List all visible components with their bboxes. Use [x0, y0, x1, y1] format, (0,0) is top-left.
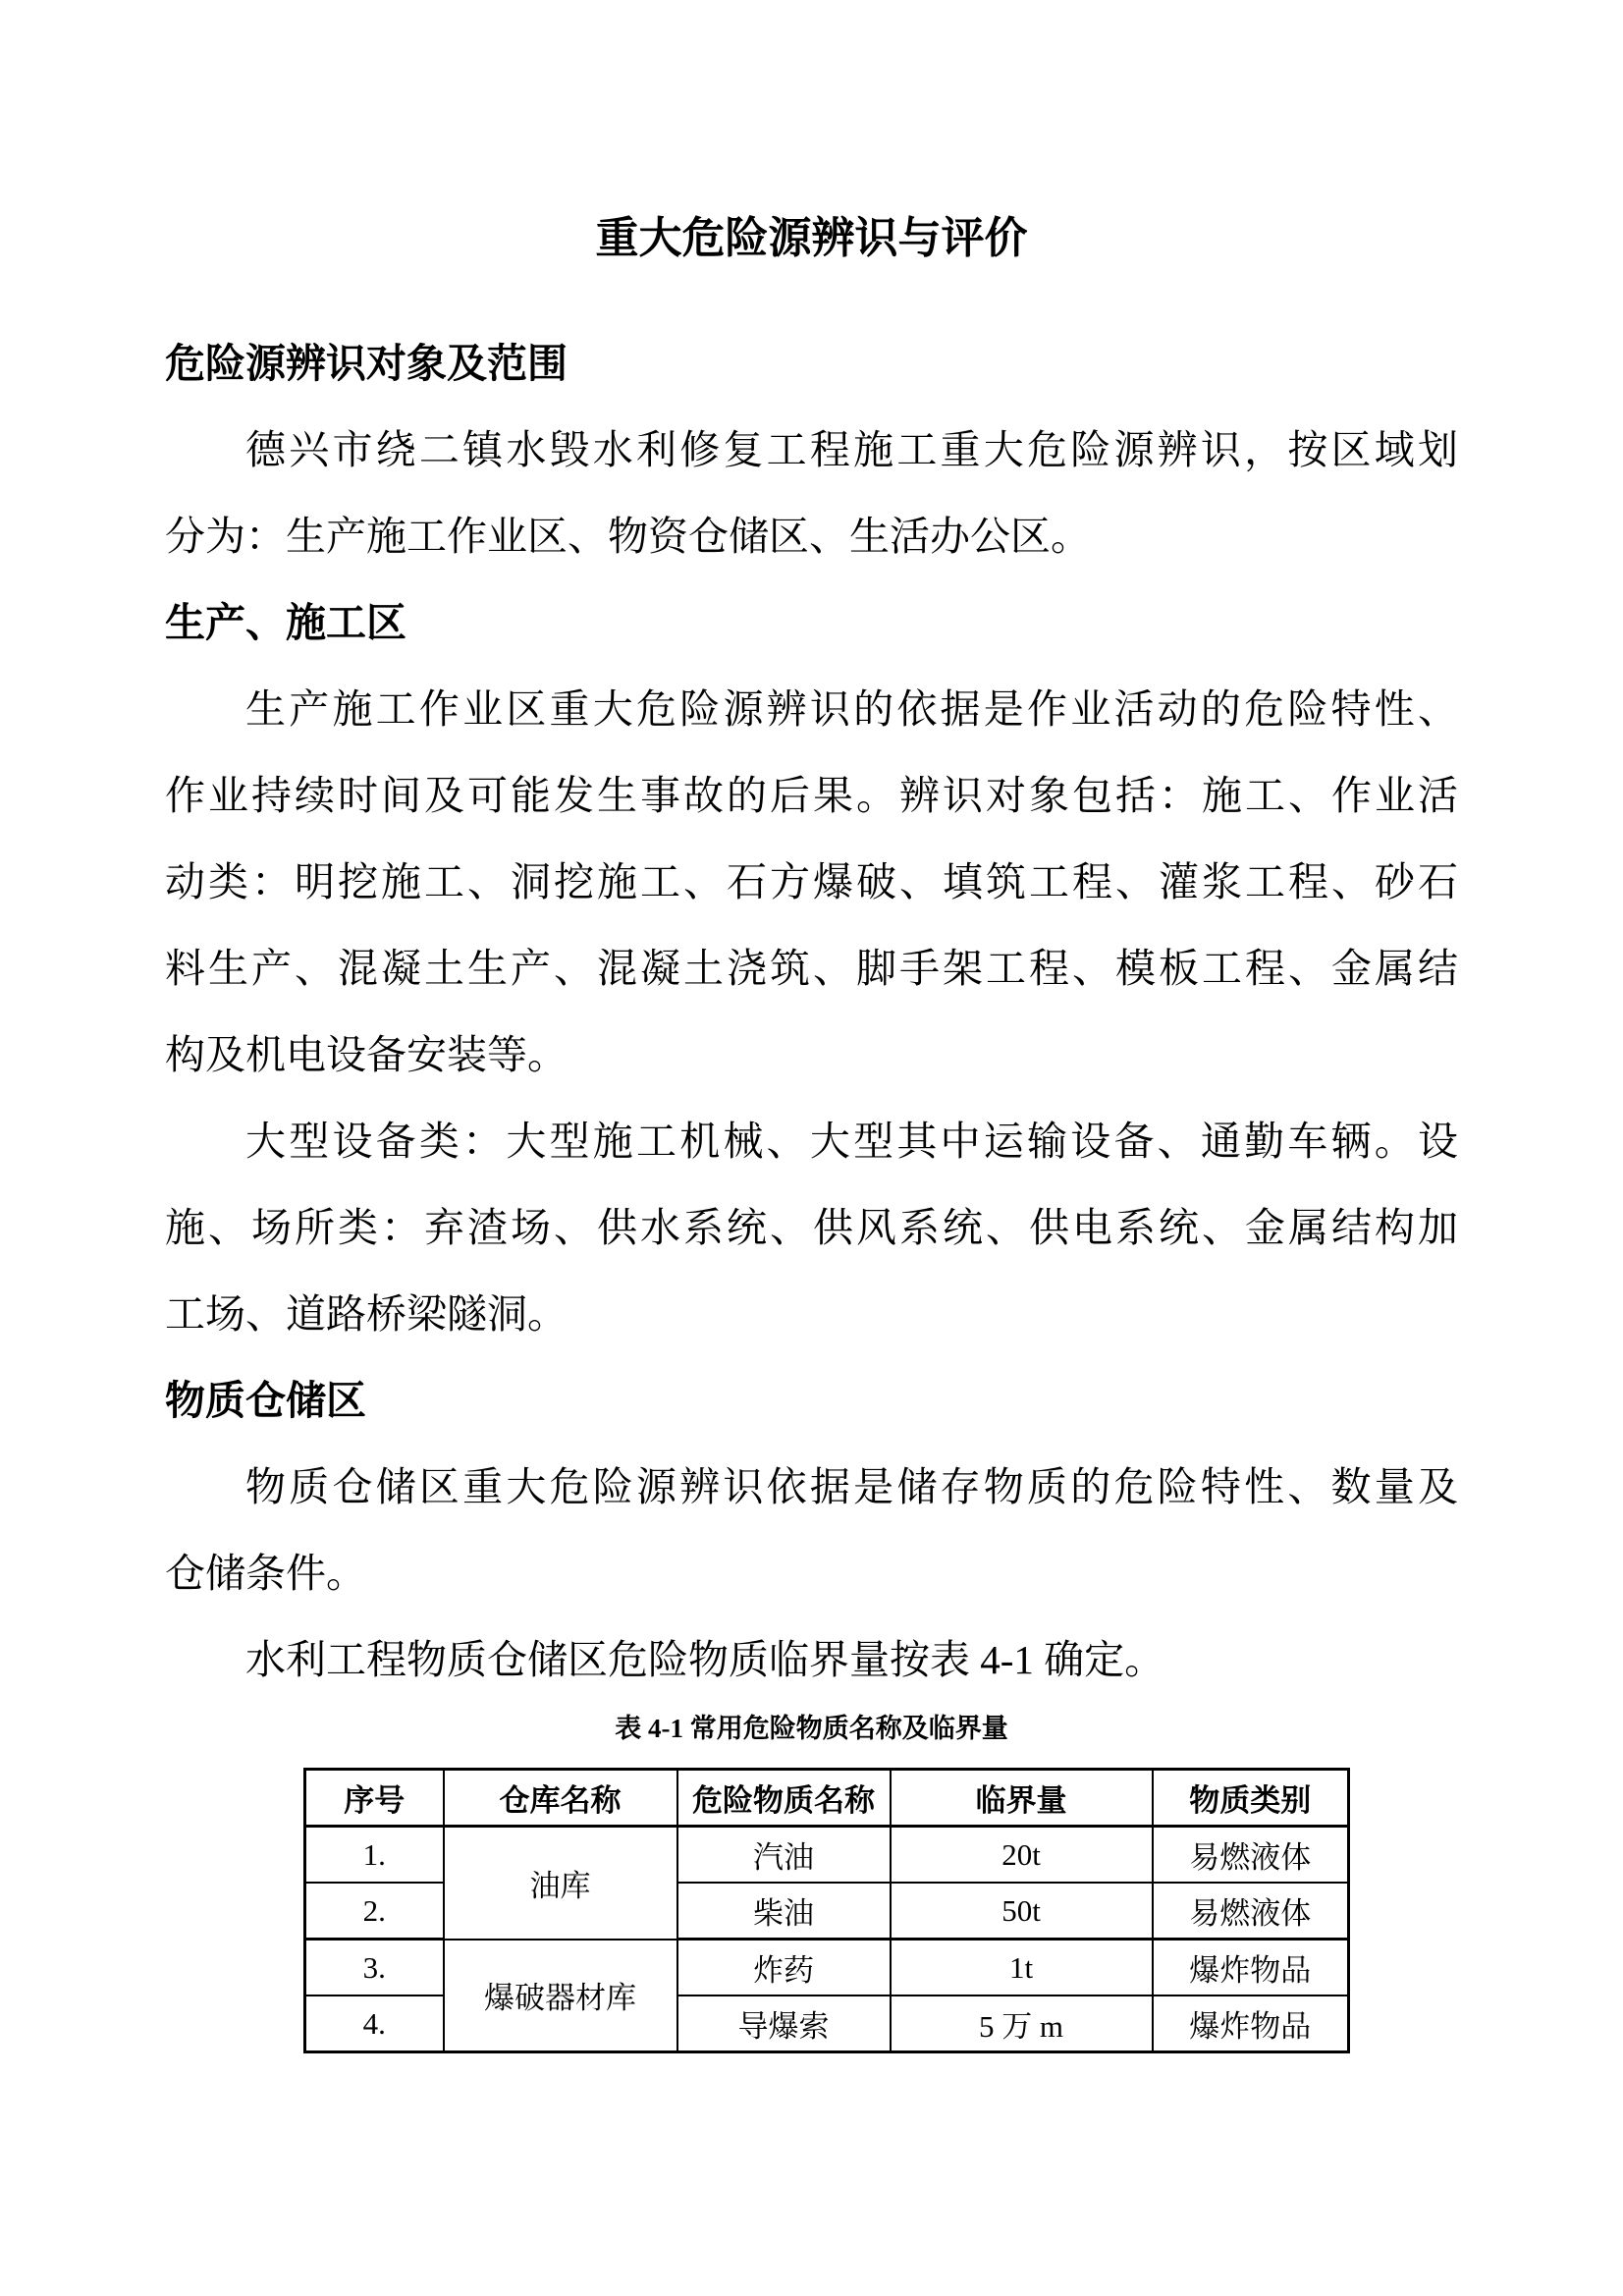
- cell-category: 易燃液体: [1153, 1883, 1349, 1940]
- paragraph-line: 构及机电设备安装等。: [165, 1032, 568, 1077]
- cell-substance: 汽油: [677, 1827, 891, 1884]
- paragraph-line: 动类：明挖施工、洞挖施工、石方爆破、填筑工程、灌浆工程、砂石: [165, 859, 1458, 904]
- cell-threshold: 1t: [891, 1940, 1153, 1996]
- document-content: [165, 195, 1458, 2053]
- cell-threshold: 50t: [891, 1883, 1153, 1940]
- header-cell-warehouse: 仓库名称: [444, 1770, 677, 1827]
- paragraph-threshold-reference: [165, 1616, 1458, 1703]
- header-cell-no: 序号: [305, 1770, 444, 1827]
- paragraph-line: 分为：生产施工作业区、物资仓储区、生活办公区。: [165, 514, 1091, 559]
- paragraph-line: 大型设备类：大型施工机械、大型其中运输设备、通勤车辆。设: [245, 1119, 1458, 1164]
- cell-substance: 炸药: [677, 1940, 891, 1996]
- paragraph-storage-basis: [165, 1444, 1458, 1616]
- section-heading-production: 生产、施工区: [165, 600, 406, 645]
- header-cell-substance: 危险物质名称: [677, 1770, 891, 1827]
- document-title: 重大危险源辨识与评价: [595, 214, 1028, 262]
- paragraph-scope: [165, 407, 1458, 579]
- header-cell-threshold: 临界量: [891, 1770, 1153, 1827]
- cell-no: 2.: [305, 1883, 444, 1940]
- paragraph-line: 料生产、混凝土生产、混凝土浇筑、脚手架工程、模板工程、金属结: [165, 946, 1458, 991]
- header-cell-category: 物质类别: [1153, 1770, 1349, 1827]
- paragraph-large-equipment: [165, 1098, 1458, 1357]
- cell-substance: 导爆索: [677, 1995, 891, 2052]
- cell-category: 爆炸物品: [1153, 1940, 1349, 1996]
- cell-threshold: 20t: [891, 1827, 1153, 1884]
- paragraph-line: 德兴市绕二镇水毁水利修复工程施工重大危险源辨识，按区域划: [245, 427, 1458, 472]
- paragraph-line: 作业持续时间及可能发生事故的后果。辨识对象包括：施工、作业活: [165, 773, 1458, 818]
- paragraph-line: 仓储条件。: [165, 1551, 366, 1596]
- cell-category: 爆炸物品: [1153, 1995, 1349, 2052]
- hazard-substances-table: [303, 1768, 1350, 2053]
- paragraph-production-basis: [165, 666, 1458, 1098]
- paragraph-line: 生产施工作业区重大危险源辨识的依据是作业活动的危险特性、: [245, 686, 1458, 732]
- section-heading-scope: 危险源辨识对象及范围: [165, 341, 568, 386]
- paragraph-line: 施、场所类：弃渣场、供水系统、供风系统、供电系统、金属结构加: [165, 1205, 1458, 1250]
- cell-warehouse: 爆破器材库: [444, 1940, 677, 2052]
- cell-warehouse: 油库: [444, 1827, 677, 1940]
- paragraph-line: 水利工程物质仓储区危险物质临界量按表 4-1 确定。: [245, 1637, 1165, 1682]
- cell-threshold: 5 万 m: [891, 1995, 1153, 2052]
- table-row: [305, 1827, 1349, 1884]
- cell-no: 1.: [305, 1827, 444, 1884]
- paragraph-line: 工场、道路桥梁隧洞。: [165, 1291, 568, 1337]
- cell-no: 4.: [305, 1995, 444, 2052]
- section-heading-storage: 物质仓储区: [165, 1378, 366, 1423]
- table-header-row: [305, 1770, 1349, 1827]
- cell-no: 3.: [305, 1940, 444, 1996]
- table-caption: 表 4-1 常用危险物质名称及临界量: [615, 1714, 1008, 1743]
- table-row: [305, 1940, 1349, 1996]
- cell-category: 易燃液体: [1153, 1827, 1349, 1884]
- paragraph-line: 物质仓储区重大危险源辨识依据是储存物质的危险特性、数量及: [245, 1464, 1458, 1509]
- cell-substance: 柴油: [677, 1883, 891, 1940]
